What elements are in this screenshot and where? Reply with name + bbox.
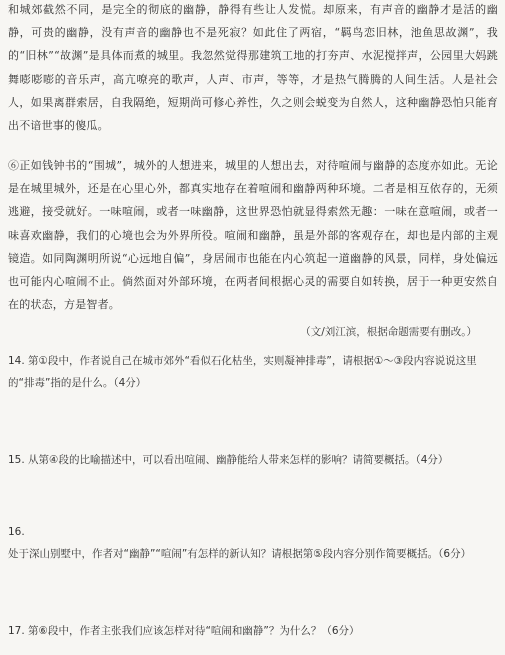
question-number: 17. xyxy=(8,625,25,637)
question-text: 从第④段的比喻描述中，可以看出喧闹、幽静能给人带来怎样的影响？请简要概括。（4分） xyxy=(28,454,449,466)
question-text: 第①段中，作者说自己在城市郊外“看似石化枯坐，实则凝神排毒”，请根据①～③段内容说说这里的“排毒”指的是什么。（4分） xyxy=(8,355,477,389)
question-number: 14. xyxy=(8,355,25,367)
passage-source: （文/刘江滨，根据命题需要有删改。） xyxy=(300,326,477,338)
question-number: 16. xyxy=(8,526,25,538)
question-number: 15. xyxy=(8,454,25,466)
question-15 xyxy=(8,449,486,471)
passage-paragraph-6: ⑥正如钱钟书的“围城”，城外的人想进来，城里的人想出去，对待喧闹与幽静的态度亦如此。无论是在城里城外，还是在心里心外，都真实地存在着喧闹和幽静两种环境。二者是相互依存的，无须逃避，接受就好。一味喧闹，或者一味幽静，这世界恐怕就显得索然无趣：一味在意喧闹，或者一味喜欢幽静，我们的心境也会为外界所役。喧闹和幽静，虽是外部的客观存在，却也是内部的主观镜造。如同陶渊明所说“心远地自偏”，身居闹市也能在内心筑起一道幽静的风景，同样，身处偏远也可能内心喧闹不止。倘然面对外部环境，在两者间根据心灵的需要自如转换，居于一种更安然自在的状态，方是智者。 xyxy=(8,159,498,312)
passage-paragraph-5: 和城郊截然不同，是完全的彻底的幽静，静得有些让人发慌。却原来，有声音的幽静才是活的幽静，可贵的幽静，没有声音的幽静也不是死寂？如此住了两宿，“羁鸟恋旧林，池鱼思故渊”，我的“旧林”“故渊”是具体而煮的城里。我忽然觉得那建筑工地的打夯声、水泥搅拌声，公园里大妈跳舞嘭嘭嘭的音乐声，高亢嘹亮的歌声，人声、市声，等等，才是热气腾腾的人间生活。人是社会人，如果离群索居，自我隔绝，短期尚可修心养性，久之则会蜕变为自然人，这种幽静恐怕只能育出不谙世事的傻瓜。 xyxy=(8,3,498,133)
question-17 xyxy=(8,620,486,642)
question-text: 处于深山别墅中，作者对“幽静”“喧闹”有怎样的新认知？请根据第⑤段内容分别作简要概括。（6分） xyxy=(8,548,472,560)
question-14 xyxy=(8,350,486,394)
question-16 xyxy=(8,521,486,565)
question-text: 第⑥段中，作者主张我们应该怎样对待“喧闹和幽静”？为什么？（6分） xyxy=(28,625,360,637)
